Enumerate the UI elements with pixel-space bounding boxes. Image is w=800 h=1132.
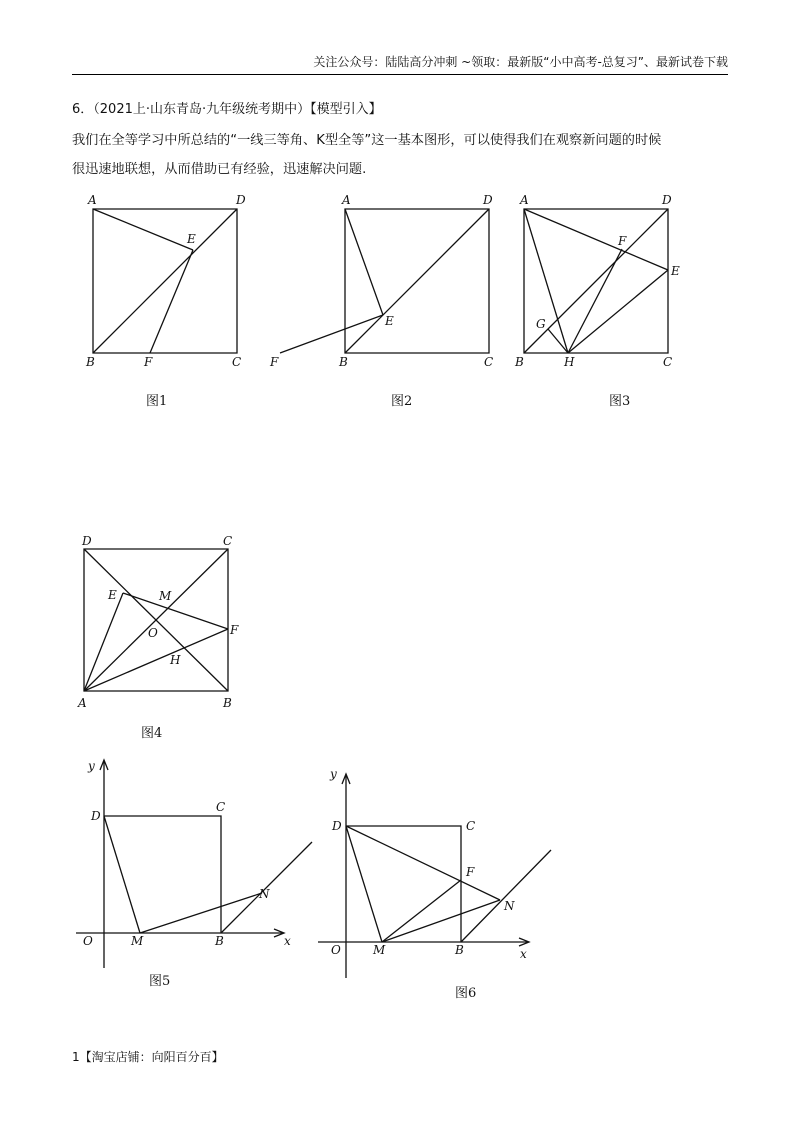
fig2-label-D: D: [483, 193, 493, 207]
fig4-label-O: O: [148, 626, 158, 640]
fig4-label-C: C: [223, 534, 233, 548]
fig5-label-D: D: [91, 809, 101, 823]
question-line-2: 很迅速地联想，从而借助已有经验，迅速解决问题.: [72, 162, 367, 177]
fig6-label-C: C: [466, 819, 476, 833]
fig3-label-A: A: [520, 193, 529, 207]
fig3-label-F: F: [618, 234, 627, 248]
fig6-label-y: y: [330, 767, 337, 781]
fig3-caption: 图3: [609, 394, 631, 409]
fig2-label-E: E: [385, 314, 394, 328]
fig3-label-E: E: [671, 264, 680, 278]
fig6-line-ray-B: [461, 850, 551, 942]
fig4-label-H: H: [170, 653, 181, 667]
fig1-label-D: D: [236, 193, 246, 207]
fig1-label-F: F: [144, 355, 153, 369]
fig2-label-C: C: [484, 355, 494, 369]
fig3-label-D: D: [662, 193, 672, 207]
fig5-label-y: y: [88, 759, 95, 773]
fig6-label-F: F: [466, 865, 475, 879]
fig2-label-B: B: [339, 355, 348, 369]
fig5-label-N: N: [259, 887, 270, 901]
fig4-caption: 图4: [141, 726, 163, 741]
fig6-label-B: B: [455, 943, 464, 957]
fig6-label-N: N: [504, 899, 515, 913]
fig3-label-G: G: [536, 317, 546, 331]
fig2-label-F: F: [270, 355, 279, 369]
fig6-label-O: O: [331, 943, 341, 957]
fig6-line-DM: [346, 826, 382, 942]
fig6-line-MF: [382, 880, 461, 942]
fig5-label-B: B: [215, 934, 224, 948]
fig6-caption: 图6: [455, 986, 477, 1001]
fig5-label-C: C: [216, 800, 226, 814]
fig2-caption: 图2: [391, 394, 413, 409]
fig4-label-F: F: [230, 623, 239, 637]
fig4-label-D: D: [82, 534, 92, 548]
fig5-label-M: M: [131, 934, 144, 948]
fig5-label-x: x: [284, 934, 291, 948]
fig1-label-E: E: [187, 232, 196, 246]
fig4-label-B: B: [223, 696, 232, 710]
fig1-label-B: B: [86, 355, 95, 369]
fig1-caption: 图1: [146, 394, 168, 409]
fig2-label-A: A: [342, 193, 351, 207]
question-line-1: 我们在全等学习中所总结的“一线三等角、K型全等”这一基本图形，可以使得我们在观察新问题的时候: [72, 133, 662, 148]
fig1-label-A: A: [88, 193, 97, 207]
fig4-label-E: E: [108, 588, 117, 602]
fig1-label-C: C: [232, 355, 242, 369]
fig6-label-D: D: [332, 819, 342, 833]
fig6-line-DN: [346, 826, 500, 900]
fig5-label-O: O: [83, 934, 93, 948]
header-text: 关注公众号：陆陆高分冲刺 ~领取：最新版“小中高考-总复习”、最新试卷下载: [313, 55, 728, 69]
fig6-label-M: M: [373, 943, 386, 957]
fig3-label-H: H: [564, 355, 575, 369]
fig4-label-A: A: [78, 696, 87, 710]
fig4-label-M: M: [159, 589, 172, 603]
fig3-label-B: B: [515, 355, 524, 369]
question-title: 6．（2021上·山东青岛·九年级统考期中）【模型引入】: [72, 102, 382, 117]
fig3-label-C: C: [663, 355, 673, 369]
fig5-caption: 图5: [149, 974, 171, 989]
fig6-label-x: x: [520, 947, 527, 961]
page-footer: 1【淘宝店铺：向阳百分百】: [72, 1050, 224, 1064]
